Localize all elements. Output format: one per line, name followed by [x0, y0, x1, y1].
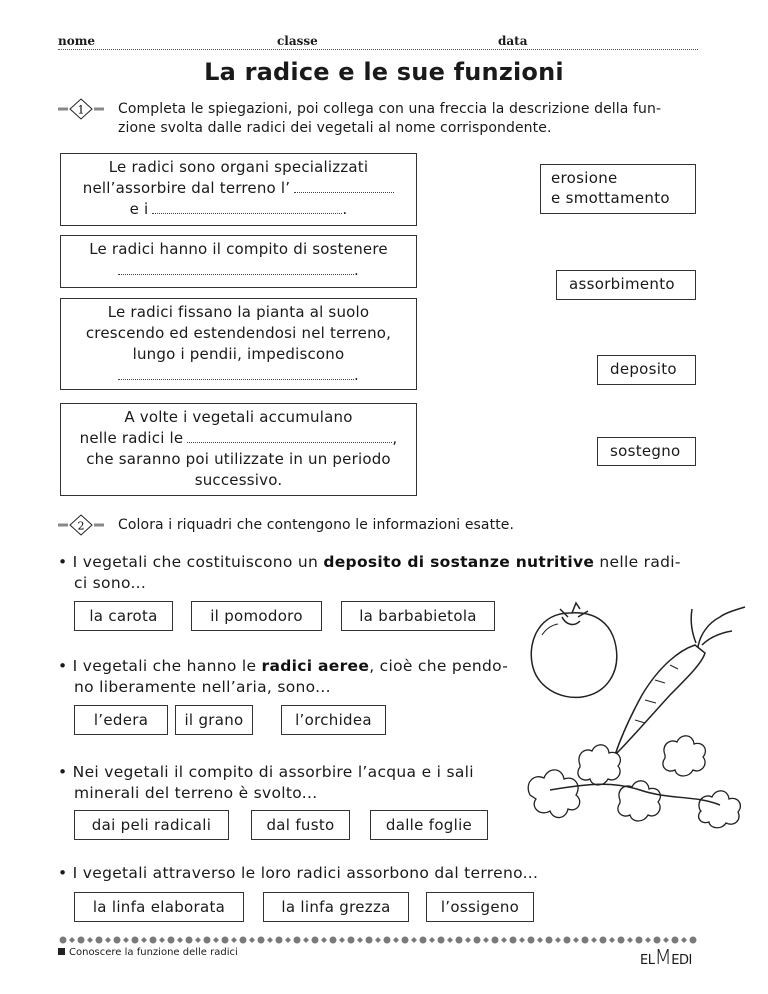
- option-linfa-elaborata[interactable]: la linfa elaborata: [74, 892, 244, 922]
- exercise-1-number: 1: [77, 103, 85, 117]
- option-pomodoro[interactable]: il pomodoro: [191, 601, 322, 631]
- function-label-sostegno[interactable]: sostegno: [597, 437, 696, 466]
- description-box-4: A volte i vegetali accumulano nelle radici le , che saranno poi utilizzate in un periodo successivo.: [60, 403, 417, 496]
- description-box-3: Le radici fissano la pianta al suolo crescendo ed estendendosi nel terreno, lungo i pendii, impediscono .: [60, 298, 417, 390]
- name-label: nome: [58, 34, 96, 48]
- exercise-2-number: 2: [77, 519, 85, 533]
- header-line: [58, 48, 698, 50]
- function-label-deposito[interactable]: deposito: [597, 355, 696, 385]
- class-label: classe: [277, 34, 318, 48]
- question-2: • I vegetali che hanno le radici aeree, cioè che pendo- no liberamente nell’aria, sono...: [58, 657, 509, 696]
- option-linfa-grezza[interactable]: la linfa grezza: [263, 892, 409, 922]
- vegetables-illustration: [520, 595, 750, 840]
- question-1: • I vegetali che costituiscono un deposito di sostanze nutritive nelle radi- ci sono...: [58, 553, 681, 592]
- option-barbabietola[interactable]: la barbabietola: [341, 601, 495, 631]
- exercise-1-instruction: Completa le spiegazioni, poi collega con una freccia la descrizione della fun- zione svolta dalle radici dei vegetali al nome corrispondente.: [118, 101, 662, 136]
- footer-ornament: [58, 934, 698, 946]
- carrot-icon: [615, 607, 745, 755]
- option-edera[interactable]: l’edera: [74, 705, 168, 735]
- tomato-icon: [531, 603, 617, 697]
- option-peli-radicali[interactable]: dai peli radicali: [74, 810, 229, 840]
- option-ossigeno[interactable]: l’ossigeno: [426, 892, 534, 922]
- footer-caption: Conoscere la funzione delle radici: [58, 947, 238, 958]
- page-title: La radice e le sue funzioni: [204, 58, 564, 86]
- date-label: data: [498, 34, 528, 48]
- exercise-2-badge: [58, 514, 104, 536]
- exercise-2-instruction: Colora i riquadri che contengono le informazioni esatte.: [118, 517, 515, 533]
- option-grano[interactable]: il grano: [175, 705, 253, 735]
- ivy-leaves-icon: [528, 736, 740, 828]
- question-4: • I vegetali attraverso le loro radici assorbono dal terreno...: [58, 864, 539, 882]
- square-bullet-icon: [58, 948, 65, 955]
- description-box-1: Le radici sono organi specializzati nell’assorbire dal terreno l’ e i .: [60, 153, 417, 226]
- option-fusto[interactable]: dal fusto: [251, 810, 350, 840]
- function-label-assorbimento[interactable]: assorbimento: [556, 270, 696, 300]
- description-box-2: Le radici hanno il compito di sostenere .: [60, 235, 417, 288]
- publisher-logo: ELMEDI: [640, 945, 692, 969]
- option-orchidea[interactable]: l’orchidea: [281, 705, 386, 735]
- function-label-erosione[interactable]: erosione e smottamento: [540, 164, 696, 214]
- option-foglie[interactable]: dalle foglie: [370, 810, 488, 840]
- question-3: • Nei vegetali il compito di assorbire l’acqua e i sali minerali del terreno è svolto...: [58, 763, 474, 802]
- exercise-1-badge: [58, 98, 104, 120]
- option-carota[interactable]: la carota: [74, 601, 173, 631]
